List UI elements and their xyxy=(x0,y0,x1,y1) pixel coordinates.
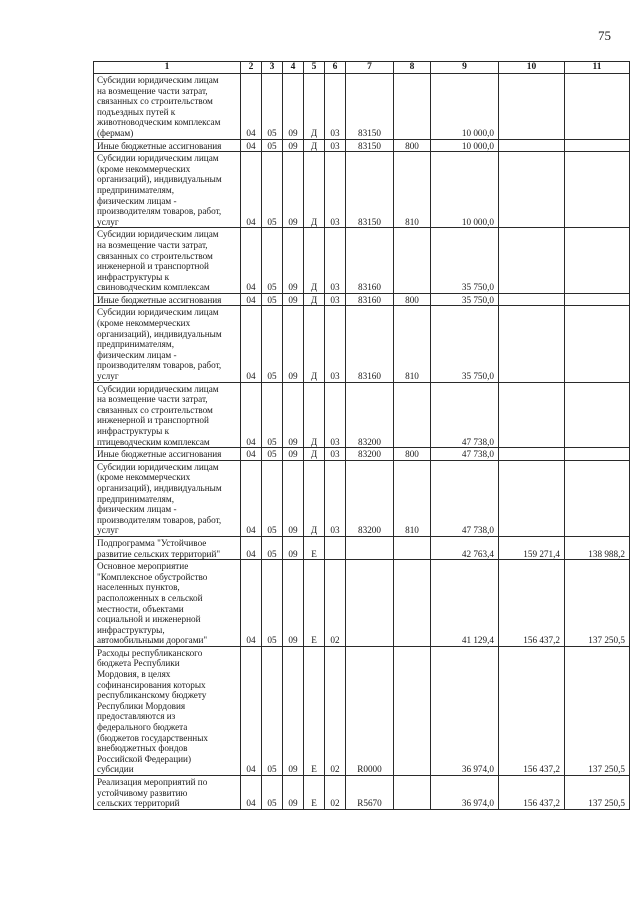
code-cell: 83160 xyxy=(346,293,394,306)
amount-cell: 36 974,0 xyxy=(431,776,499,810)
code-cell: 800 xyxy=(394,139,431,152)
code-cell: 09 xyxy=(283,382,304,448)
code-cell: Д xyxy=(304,293,325,306)
code-cell: 04 xyxy=(241,448,262,461)
expense-name-cell: Субсидии юридическим лицам на возмещение части затрат, связанных со строительством инженерной и транспортной инфраструктуры к свиноводческим комплексам xyxy=(94,228,241,294)
code-cell: 04 xyxy=(241,139,262,152)
code-cell: 05 xyxy=(262,152,283,228)
expense-name-cell: Субсидии юридическим лицам на возмещение части затрат, связанных со строительством инженерной и транспортной инфраструктуры к птицеводческим комплексам xyxy=(94,382,241,448)
amount-cell xyxy=(565,460,630,536)
code-cell: 03 xyxy=(325,74,346,140)
column-header: 11 xyxy=(565,62,630,74)
column-header: 8 xyxy=(394,62,431,74)
code-cell: 810 xyxy=(394,460,431,536)
column-header: 7 xyxy=(346,62,394,74)
code-cell: 03 xyxy=(325,382,346,448)
code-cell: Д xyxy=(304,448,325,461)
table-row xyxy=(94,646,630,775)
code-cell xyxy=(394,776,431,810)
code-cell: R5670 xyxy=(346,776,394,810)
code-cell: 05 xyxy=(262,560,283,647)
code-cell: 03 xyxy=(325,139,346,152)
code-cell: 09 xyxy=(283,293,304,306)
code-cell: 800 xyxy=(394,293,431,306)
header-row xyxy=(94,62,630,74)
code-cell: 03 xyxy=(325,152,346,228)
code-cell xyxy=(394,560,431,647)
amount-cell xyxy=(499,448,565,461)
code-cell xyxy=(394,74,431,140)
expense-name-cell: Субсидии юридическим лицам (кроме некоммерческих организаций), индивидуальным предпринимателям, физическим лицам - производителям товаров, работ, услуг xyxy=(94,306,241,382)
code-cell: 05 xyxy=(262,460,283,536)
code-cell: 09 xyxy=(283,139,304,152)
code-cell: 04 xyxy=(241,776,262,810)
expense-name-cell: Субсидии юридическим лицам на возмещение части затрат, связанных со строительством подъездных путей к животноводческим комплексам (фермам) xyxy=(94,74,241,140)
code-cell: 04 xyxy=(241,228,262,294)
table-row xyxy=(94,152,630,228)
expense-name-cell: Иные бюджетные ассигнования xyxy=(94,293,241,306)
code-cell: 04 xyxy=(241,74,262,140)
amount-cell xyxy=(499,306,565,382)
code-cell: 810 xyxy=(394,306,431,382)
code-cell: 03 xyxy=(325,460,346,536)
code-cell: 05 xyxy=(262,293,283,306)
column-header: 10 xyxy=(499,62,565,74)
code-cell: 09 xyxy=(283,646,304,775)
amount-cell: 156 437,2 xyxy=(499,560,565,647)
code-cell: Е xyxy=(304,560,325,647)
expense-name-cell: Расходы республиканского бюджета Республики Мордовия, в целях софинансирования которых республиканскому бюджету Республики Мордовия предоставляются из федерального бюджета (бюджетов государственных внебюджетных фондов Российской Федерации) субсидии xyxy=(94,646,241,775)
table-row xyxy=(94,382,630,448)
amount-cell: 137 250,5 xyxy=(565,560,630,647)
table-row xyxy=(94,448,630,461)
budget-table xyxy=(93,61,630,810)
code-cell: 83150 xyxy=(346,74,394,140)
code-cell: 83160 xyxy=(346,228,394,294)
amount-cell xyxy=(499,382,565,448)
code-cell: 02 xyxy=(325,560,346,647)
expense-name-cell: Субсидии юридическим лицам (кроме некоммерческих организаций), индивидуальным предпринимателям, физическим лицам - производителям товаров, работ, услуг xyxy=(94,460,241,536)
expense-name-cell: Иные бюджетные ассигнования xyxy=(94,139,241,152)
amount-cell xyxy=(565,382,630,448)
amount-cell xyxy=(565,228,630,294)
code-cell xyxy=(394,646,431,775)
amount-cell xyxy=(565,74,630,140)
amount-cell xyxy=(499,152,565,228)
amount-cell xyxy=(499,293,565,306)
amount-cell: 35 750,0 xyxy=(431,228,499,294)
code-cell: 810 xyxy=(394,152,431,228)
code-cell xyxy=(394,382,431,448)
code-cell: 05 xyxy=(262,536,283,559)
code-cell: 09 xyxy=(283,228,304,294)
amount-cell: 156 437,2 xyxy=(499,646,565,775)
amount-cell: 10 000,0 xyxy=(431,139,499,152)
expense-name-cell: Субсидии юридическим лицам (кроме некоммерческих организаций), индивидуальным предпринимателям, физическим лицам - производителям товаров, работ, услуг xyxy=(94,152,241,228)
code-cell: 09 xyxy=(283,448,304,461)
amount-cell: 41 129,4 xyxy=(431,560,499,647)
code-cell: 02 xyxy=(325,776,346,810)
column-header: 6 xyxy=(325,62,346,74)
amount-cell: 159 271,4 xyxy=(499,536,565,559)
code-cell xyxy=(325,536,346,559)
code-cell: 04 xyxy=(241,152,262,228)
code-cell: 05 xyxy=(262,776,283,810)
amount-cell xyxy=(565,306,630,382)
expense-name-cell: Иные бюджетные ассигнования xyxy=(94,448,241,461)
amount-cell: 47 738,0 xyxy=(431,460,499,536)
code-cell: 05 xyxy=(262,228,283,294)
column-header: 1 xyxy=(94,62,241,74)
amount-cell xyxy=(499,139,565,152)
code-cell: 04 xyxy=(241,460,262,536)
amount-cell: 47 738,0 xyxy=(431,382,499,448)
table-body xyxy=(94,74,630,810)
code-cell: Д xyxy=(304,306,325,382)
table-row xyxy=(94,776,630,810)
table-row xyxy=(94,306,630,382)
table-row xyxy=(94,139,630,152)
code-cell: 09 xyxy=(283,560,304,647)
code-cell: 09 xyxy=(283,306,304,382)
table-row xyxy=(94,536,630,559)
code-cell: 03 xyxy=(325,448,346,461)
column-header: 5 xyxy=(304,62,325,74)
amount-cell: 137 250,5 xyxy=(565,646,630,775)
code-cell: 83150 xyxy=(346,139,394,152)
amount-cell xyxy=(565,152,630,228)
code-cell xyxy=(346,536,394,559)
code-cell: 05 xyxy=(262,382,283,448)
code-cell: 09 xyxy=(283,536,304,559)
amount-cell: 138 988,2 xyxy=(565,536,630,559)
code-cell xyxy=(394,536,431,559)
amount-cell: 137 250,5 xyxy=(565,776,630,810)
code-cell: Д xyxy=(304,74,325,140)
amount-cell: 10 000,0 xyxy=(431,152,499,228)
table-row xyxy=(94,560,630,647)
amount-cell: 36 974,0 xyxy=(431,646,499,775)
column-header: 4 xyxy=(283,62,304,74)
code-cell: Д xyxy=(304,382,325,448)
code-cell: Е xyxy=(304,536,325,559)
column-header: 2 xyxy=(241,62,262,74)
amount-cell xyxy=(565,139,630,152)
code-cell: 800 xyxy=(394,448,431,461)
amount-cell: 42 763,4 xyxy=(431,536,499,559)
code-cell: 04 xyxy=(241,306,262,382)
amount-cell: 10 000,0 xyxy=(431,74,499,140)
code-cell: Д xyxy=(304,460,325,536)
amount-cell xyxy=(499,74,565,140)
code-cell: Д xyxy=(304,139,325,152)
code-cell: 04 xyxy=(241,382,262,448)
expense-name-cell: Подпрограмма "Устойчивое развитие сельских территорий" xyxy=(94,536,241,559)
code-cell: R0000 xyxy=(346,646,394,775)
code-cell: Е xyxy=(304,776,325,810)
code-cell xyxy=(346,560,394,647)
code-cell: 04 xyxy=(241,646,262,775)
code-cell: Д xyxy=(304,228,325,294)
column-header: 9 xyxy=(431,62,499,74)
code-cell: Е xyxy=(304,646,325,775)
code-cell: 05 xyxy=(262,448,283,461)
code-cell: 03 xyxy=(325,306,346,382)
column-header: 3 xyxy=(262,62,283,74)
amount-cell xyxy=(499,460,565,536)
code-cell: 83200 xyxy=(346,382,394,448)
table-row xyxy=(94,293,630,306)
expense-name-cell: Основное мероприятие "Комплексное обустройство населенных пунктов, расположенных в сельской местности, объектами социальной и инженерной инфраструктуры, автомобильными дорогами" xyxy=(94,560,241,647)
expense-name-cell: Реализация мероприятий по устойчивому развитию сельских территорий xyxy=(94,776,241,810)
code-cell: 03 xyxy=(325,228,346,294)
code-cell: 09 xyxy=(283,74,304,140)
code-cell: 05 xyxy=(262,646,283,775)
page-number: 75 xyxy=(598,28,611,43)
amount-cell: 35 750,0 xyxy=(431,293,499,306)
code-cell: 83160 xyxy=(346,306,394,382)
code-cell: 05 xyxy=(262,139,283,152)
code-cell: 09 xyxy=(283,152,304,228)
amount-cell xyxy=(565,448,630,461)
code-cell: 05 xyxy=(262,74,283,140)
code-cell: 04 xyxy=(241,536,262,559)
code-cell: 83200 xyxy=(346,460,394,536)
amount-cell: 47 738,0 xyxy=(431,448,499,461)
table-row xyxy=(94,228,630,294)
amount-cell xyxy=(499,228,565,294)
code-cell xyxy=(394,228,431,294)
code-cell: 04 xyxy=(241,560,262,647)
amount-cell xyxy=(565,293,630,306)
code-cell: 83200 xyxy=(346,448,394,461)
code-cell: 83150 xyxy=(346,152,394,228)
amount-cell: 35 750,0 xyxy=(431,306,499,382)
amount-cell: 156 437,2 xyxy=(499,776,565,810)
code-cell: 03 xyxy=(325,293,346,306)
table-row xyxy=(94,460,630,536)
code-cell: 09 xyxy=(283,460,304,536)
table-row xyxy=(94,74,630,140)
code-cell: 05 xyxy=(262,306,283,382)
code-cell: 04 xyxy=(241,293,262,306)
code-cell: 02 xyxy=(325,646,346,775)
code-cell: Д xyxy=(304,152,325,228)
code-cell: 09 xyxy=(283,776,304,810)
